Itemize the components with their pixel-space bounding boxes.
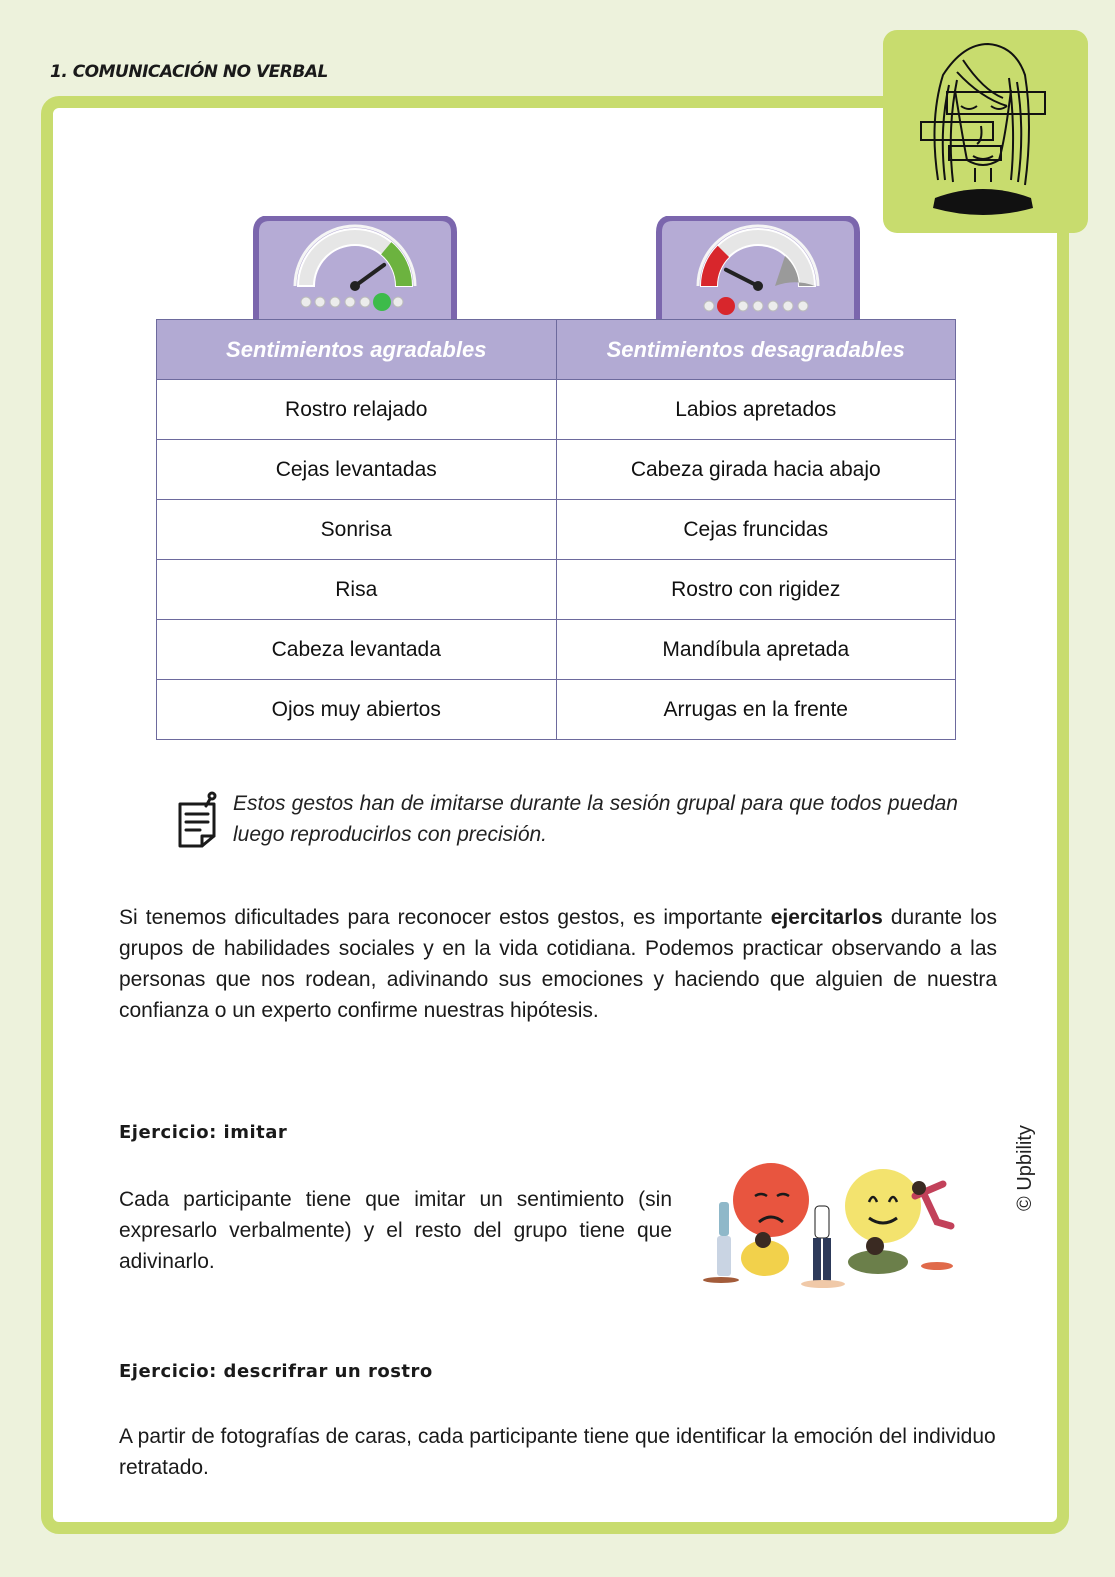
table-cell: Cejas fruncidas [556, 500, 956, 560]
table-cell: Cabeza levantada [157, 620, 557, 680]
table-cell: Sonrisa [157, 500, 557, 560]
portrait-illustration [883, 30, 1088, 233]
emotions-people-illustration [693, 1162, 973, 1294]
table-cell: Labios apretados [556, 380, 956, 440]
note-text: Estos gestos han de imitarse durante la sesión grupal para que todos puedan luego reproducirlos con precisión. [233, 792, 958, 846]
body-text-part: Si tenemos dificultades para reconocer estos gestos, es importante [119, 906, 771, 929]
table-row [157, 620, 956, 680]
exercise-title: Ejercicio: descrifrar un rostro [119, 1361, 433, 1382]
body-bold-word: ejercitarlos [770, 906, 883, 929]
table-row [157, 680, 956, 740]
table-row [157, 500, 956, 560]
table-row [157, 560, 956, 620]
header-unpleasant: Sentimientos desagradables [556, 320, 956, 380]
unpleasant-gauge [655, 216, 861, 320]
feelings-table [156, 319, 956, 740]
table-cell: Arrugas en la frente [556, 680, 956, 740]
header-pleasant: Sentimientos agradables [157, 320, 557, 380]
table-cell: Rostro con rigidez [556, 560, 956, 620]
copyright-text: © Upbility [1014, 1125, 1036, 1211]
table-cell: Cejas levantadas [157, 440, 557, 500]
table-cell: Risa [157, 560, 557, 620]
exercise-text: A partir de fotografías de caras, cada participante tiene que identificar la emoción del individuo retratado. [119, 1425, 996, 1479]
table-cell: Cabeza girada hacia abajo [556, 440, 956, 500]
table-row [157, 440, 956, 500]
exercise-text: Cada participante tiene que imitar un sentimiento (sin expresarlo verbalmente) y el resto del grupo tiene que adivinarlo. [119, 1188, 672, 1273]
table-row [157, 380, 956, 440]
section-title: 1. COMUNICACIÓN NO VERBAL [50, 62, 328, 82]
note-icon [174, 790, 222, 850]
table-cell: Mandíbula apretada [556, 620, 956, 680]
table-header-row [157, 320, 956, 380]
exercise-title: Ejercicio: imitar [119, 1122, 288, 1143]
pleasant-gauge [252, 216, 458, 320]
table-cell: Rostro relajado [157, 380, 557, 440]
table-cell: Ojos muy abiertos [157, 680, 557, 740]
body-paragraph [119, 902, 997, 1026]
woman-face-icon [883, 30, 1088, 233]
body-text-part: durante los grupos de habilidades sociales y en la vida cotidiana. Podemos practicar observando a las personas que nos rodean, adivinando sus emociones y haciendo que alguien de nuestra confianza o un experto confirme nuestras hipótesis. [119, 906, 997, 1022]
